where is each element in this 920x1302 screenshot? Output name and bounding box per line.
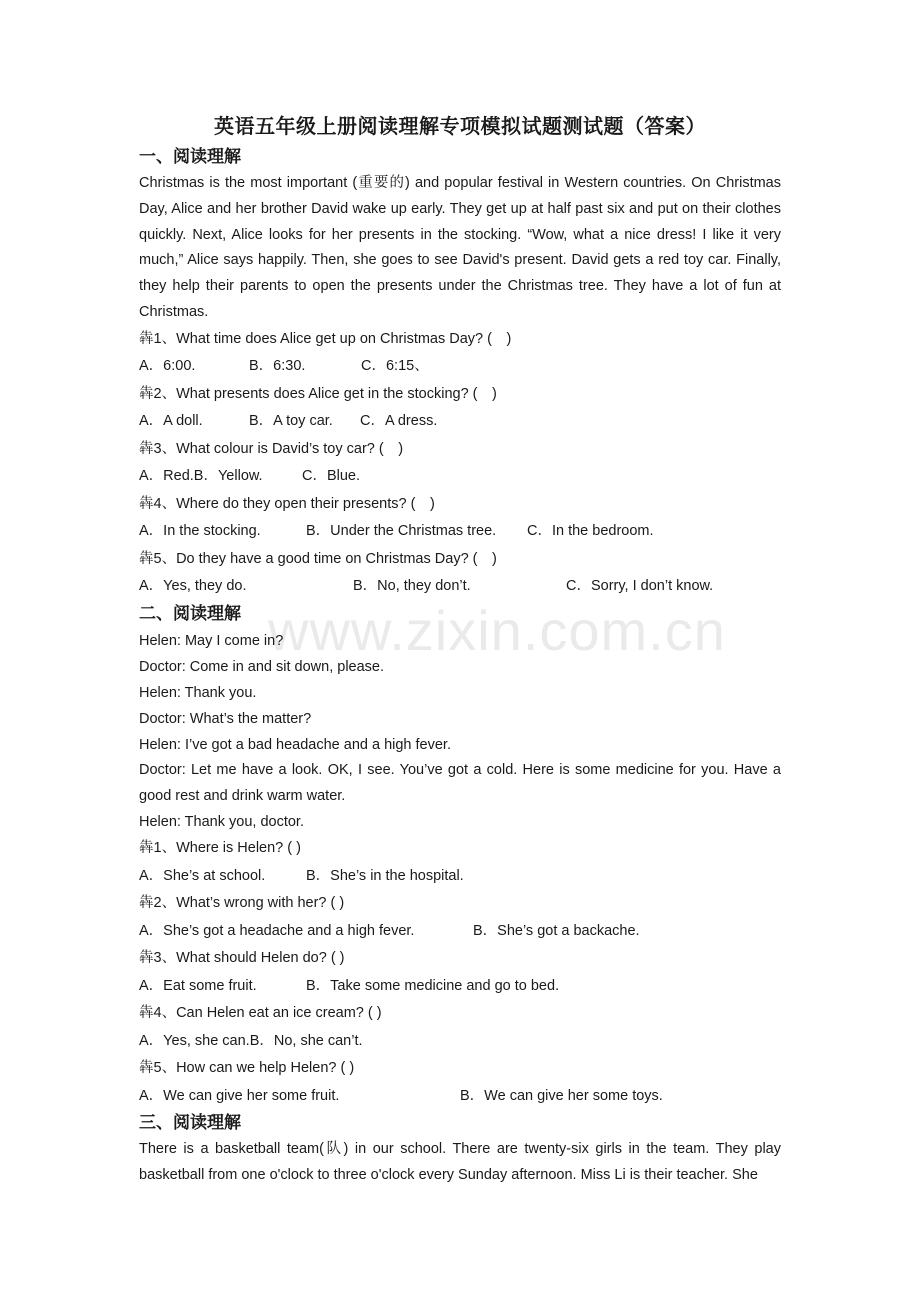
option: B．6:30. [249,358,306,375]
question: 犇1、Where is Helen? ( ) [139,840,301,857]
options-row [139,463,781,491]
option: A．Yes, she can.B．No, she can’t. [139,1032,363,1049]
options-row [139,353,781,381]
dialogue-line: Helen: Thank you. [139,684,257,701]
option: B．She’s got a backache. [473,922,640,939]
dialogue-line: Doctor: What’s the matter? [139,710,312,727]
option: A．She’s got a headache and a high fever. [139,922,415,939]
options-row [139,863,781,891]
options-row [139,408,781,436]
option: A．Eat some fruit. [139,977,257,994]
option: B．Under the Christmas tree. [306,523,497,540]
option: B．A toy car. [249,413,333,430]
options-row [139,1083,781,1111]
dialogue-line: Doctor: Come in and sit down, please. [139,658,385,675]
passage: Christmas is the most important (重要的) and popular festival in Western countries. On Christmas Day, Alice and her brother David wake up early. They get up at half past six and put on their clothes quickly. Next, Alice looks for her presents in the stocking. “Wow, what a nice dress! I like it very much,” Alice says happily. Then, she goes to see David's present. David gets a red toy car. Finally, they help their parents to open the presents under the Christmas tree. They have a lot of fun at Christmas. [139,175,781,320]
option: C．Blue. [302,468,361,485]
options-row [139,973,781,1001]
option: C．In the bedroom. [527,523,654,540]
option: B．Take some medicine and go to bed. [306,977,560,994]
section-heading: 三、阅读理解 [139,1113,241,1134]
question: 犇3、What colour is David’s toy car? ( ) [139,440,404,457]
option: A．She’s at school. [139,867,266,884]
option: B．No, they don’t. [353,578,471,595]
section-heading: 一、阅读理解 [139,147,241,167]
options-row [139,1028,781,1056]
section-heading: 二、阅读理解 [139,603,241,624]
options-row [139,518,781,546]
option: A．6:00. [139,358,196,375]
dialogue-line: Helen: May I come in? [139,632,284,649]
question: 犇1、What time does Alice get up on Christmas Day? ( ) [139,330,512,347]
option: B．She’s in the hospital. [306,867,464,884]
question: 犇4、Can Helen eat an ice cream? ( ) [139,1005,382,1022]
options-row [139,918,781,946]
section-1 [139,144,781,601]
watermark: www.zixin.com.cn [268,599,726,662]
document-page [139,108,781,1189]
question: 犇3、What should Helen do? ( ) [139,950,345,967]
dialogue-line: Doctor: Let me have a look. OK, I see. You’ve got a cold. Here is some medicine for you. Have a good rest and drink warm water. [139,761,781,804]
option: A．Yes, they do. [139,578,247,595]
document-title: 英语五年级上册阅读理解专项模拟试题测试题（答案） [214,114,706,138]
option: B．We can give her some toys. [460,1087,663,1104]
question: 犇2、What presents does Alice get in the stocking? ( ) [139,385,497,402]
question: 犇5、Do they have a good time on Christmas Day? ( ) [139,550,497,567]
options-row [139,573,781,601]
option: A．We can give her some fruit. [139,1087,340,1104]
question: 犇4、Where do they open their presents? ( ) [139,495,435,512]
passage: There is a basketball team(队) in our school. There are twenty-six girls in the team. They play basketball from one o'clock to three o'clock every Sunday afternoon. Miss Li is their teacher. She [139,1141,781,1184]
section-2 [139,601,781,1111]
dialogue-line: Helen: Thank you, doctor. [139,814,304,831]
question: 犇2、What’s wrong with her? ( ) [139,895,345,912]
section-3 [139,1110,781,1189]
option: A．Red.B．Yellow. [139,468,263,485]
dialogue-line: Helen: I’ve got a bad headache and a high fever. [139,736,451,753]
option: C．A dress. [360,413,438,430]
option: C．Sorry, I don’t know. [566,578,714,595]
question: 犇5、How can we help Helen? ( ) [139,1060,355,1077]
option: C．6:15、 [361,358,429,375]
option: A．A doll. [139,413,203,430]
option: A．In the stocking. [139,523,261,540]
